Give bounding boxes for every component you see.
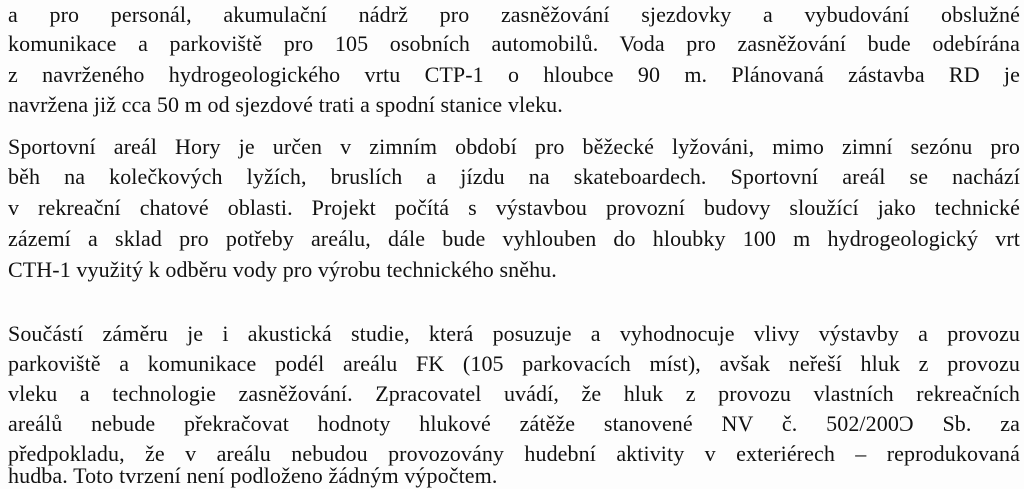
paragraph-3-line-3: vleku a technologie zasněžování. Zpracovatel uvádí, že hluk z provozu vlastních rekreačních xyxy=(8,381,1020,406)
paragraph-1-line-2: komunikace a parkoviště pro 105 osobních automobilů. Voda pro zasněžování bude odebírána xyxy=(8,31,1020,56)
paragraph-2-line-4: zázemí a sklad pro potřeby areálu, dále bude vyhlouben do hloubky 100 m hydrogeologický vrt xyxy=(8,226,1020,251)
paragraph-1-line-3: z navrženého hydrogeologického vrtu CTP-1 o hloubce 90 m. Plánovaná zástavba RD je xyxy=(8,62,1020,87)
paragraph-2-line-3: v rekreační chatové oblasti. Projekt počítá s výstavbou provozní budovy sloužící jako technické xyxy=(8,195,1020,220)
paragraph-3-line-4: areálů nebude překračovat hodnoty hlukové zátěže stanovené NV č. 502/200Ɔ Sb. za xyxy=(8,411,1020,436)
paragraph-2-line-1: Sportovní areál Hory je určen v zimním období pro běžecké lyžováni, mimo zimní sezónu pro xyxy=(8,134,1020,159)
paragraph-3-line-2: parkoviště a komunikace podél areálu FK (105 parkovacích míst), avšak neřeší hluk z provozu xyxy=(8,351,1020,376)
paragraph-3-line-5: předpokladu, že v areálu nebudou provozovány hudební aktivity v exteriérech – reprodukovaná xyxy=(8,441,1020,466)
paragraph-2-line-2: běh na kolečkových lyžích, bruslích a jízdu na skateboardech. Sportovní areál se nachází xyxy=(8,164,1020,189)
paragraph-3-line-1: Součástí záměru je i akustická studie, která posuzuje a vyhodnocuje vlivy výstavby a provozu xyxy=(8,321,1020,346)
paragraph-3-line-6: hudba. Toto tvrzení není podloženo žádným výpočtem. xyxy=(8,463,498,488)
paragraph-2-line-5: CTH-1 využitý k odběru vody pro výrobu technického sněhu. xyxy=(8,257,557,282)
paragraph-1-line-1: a pro personál, akumulační nádrž pro zasněžování sjezdovky a vybudování obslužné xyxy=(8,2,1020,27)
paragraph-1-line-4: navržena již cca 50 m od sjezdové trati a spodní stanice vleku. xyxy=(8,92,563,117)
